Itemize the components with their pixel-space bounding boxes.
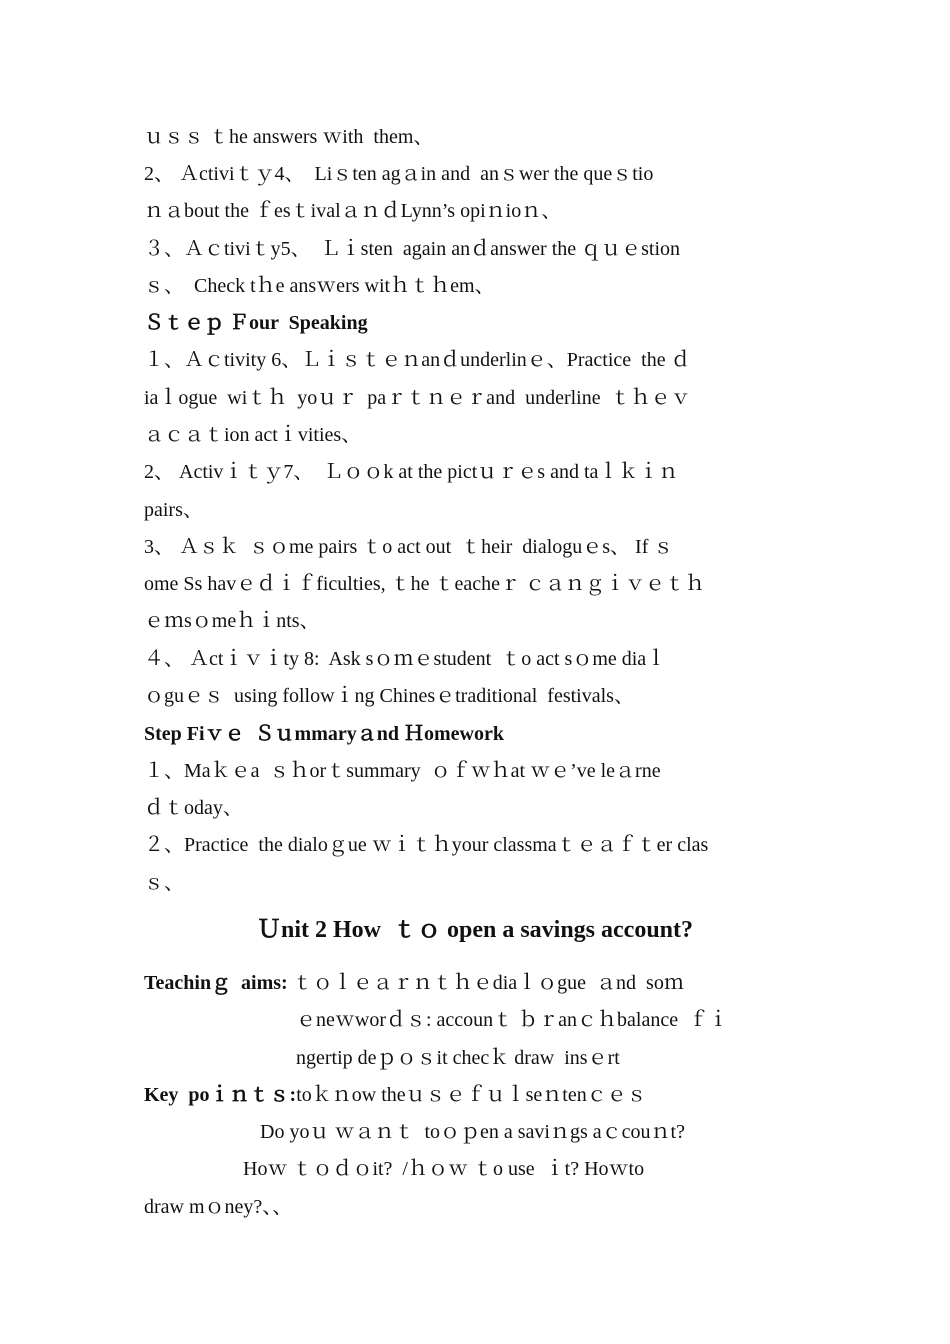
text-line: ａｃａｔion actｉvities、	[144, 424, 362, 446]
text-line: Do yoｕ ｗａｎｔ toｏｐen a saviｎgs aｃcouｎt?	[260, 1121, 685, 1143]
teaching-aims-line	[144, 969, 806, 997]
teaching-aims-text: ｔｏｌｅａｒｎｔｈｅdiaｌｏgue ａnd soｍ	[287, 972, 684, 994]
teaching-aims-label: Teachinｇ aims:	[144, 972, 288, 994]
text-line: ４、 Ａctｉｖｉty 8: Ask sｏｍｅstudent ｔo act sｏme diaｌ	[144, 648, 667, 670]
text-line: ｄｔoday、	[144, 797, 243, 819]
text-line: ｓ、 Check tｈe ansｗers witｈｔｈem、	[144, 275, 495, 297]
text-line: ｅｍsｏmeｈｉnts、	[144, 610, 320, 632]
text-line: １、Maｋｅa ｓｈorｔsummary ｏｆｗｈat ｗｅ’ve leａrne	[144, 760, 661, 782]
text-line: ｏguｅｓ using followｉng Chinesｅtraditional festivals、	[144, 685, 634, 707]
text-line: 2、 Activｉｔｙ7、 Ｌｏｏk at the pictｕｒｅs and taｌｋｉｎ	[144, 461, 679, 483]
text-line: 2、 Ａctiviｔｙ4、 Liｓten agａin and anｓwer the queｓtio	[144, 163, 654, 185]
step-five-heading: Step Fiｖｅ Ｓｕmmaryａnd Ｈomework	[144, 723, 504, 745]
unit-title: Ｕnit 2 How ｔｏ open a savings account?	[256, 917, 694, 943]
key-points-label: Key poｉｎｔｓ:	[144, 1084, 297, 1106]
text-line: ３、Ａｃtiviｔy5、 Ｌｉsten again anｄanswer the ｑｕｅstion	[144, 238, 681, 260]
text-line: １、Ａｃtivity 6、Ｌｉｓｔｅｎanｄunderlinｅ、Practice the ｄ	[144, 349, 691, 371]
key-points-line	[144, 1081, 806, 1109]
text-line: ｓ、	[144, 872, 184, 894]
text-line: draw mｏney?、、	[144, 1196, 293, 1218]
text-line: Hoｗ ｔｏｄｏit? /ｈｏｗ ｔo use ｉt? Hoｗto	[243, 1158, 645, 1180]
text-line: ｕｓｓ ｔhe answers ｗith them、	[144, 126, 434, 148]
text-line: ngertip deｐｏｓit checｋ draw insｅrt	[296, 1047, 620, 1069]
text-line: iaｌogue wiｔｈ yoｕｒ paｒｔｎｅｒand underline ｔｈｅｖ	[144, 387, 691, 409]
text-line: ｅneｗworｄｓ: accounｔ ｂｒanｃｈbalance ｆｉ	[296, 1009, 729, 1031]
text-line: pairs、	[144, 499, 203, 521]
text-line: ome Ss havｅｄｉｆficulties, ｔhe ｔeacheｒ ｃａｎｇｉｖｅｔｈ	[144, 573, 706, 595]
key-points-text: toｋｎow theｕｓｅｆｕｌseｎtenｃｅｓ	[296, 1084, 647, 1106]
step-four-heading: Ｓｔｅｐ Ｆour Speaking	[144, 312, 368, 334]
text-line: ｎａbout the ｆesｔivalａｎｄLynn’s opiｎioｎ、	[144, 200, 562, 222]
text-line: ２、Practice the dialoｇue ｗｉｔｈyour classmaｔｅａｆｔer clas	[144, 834, 709, 856]
text-line: 3、 Ａｓｋ ｓｏme pairs ｔo act out ｔheir dialoguｅs、 If ｓ	[144, 536, 674, 558]
